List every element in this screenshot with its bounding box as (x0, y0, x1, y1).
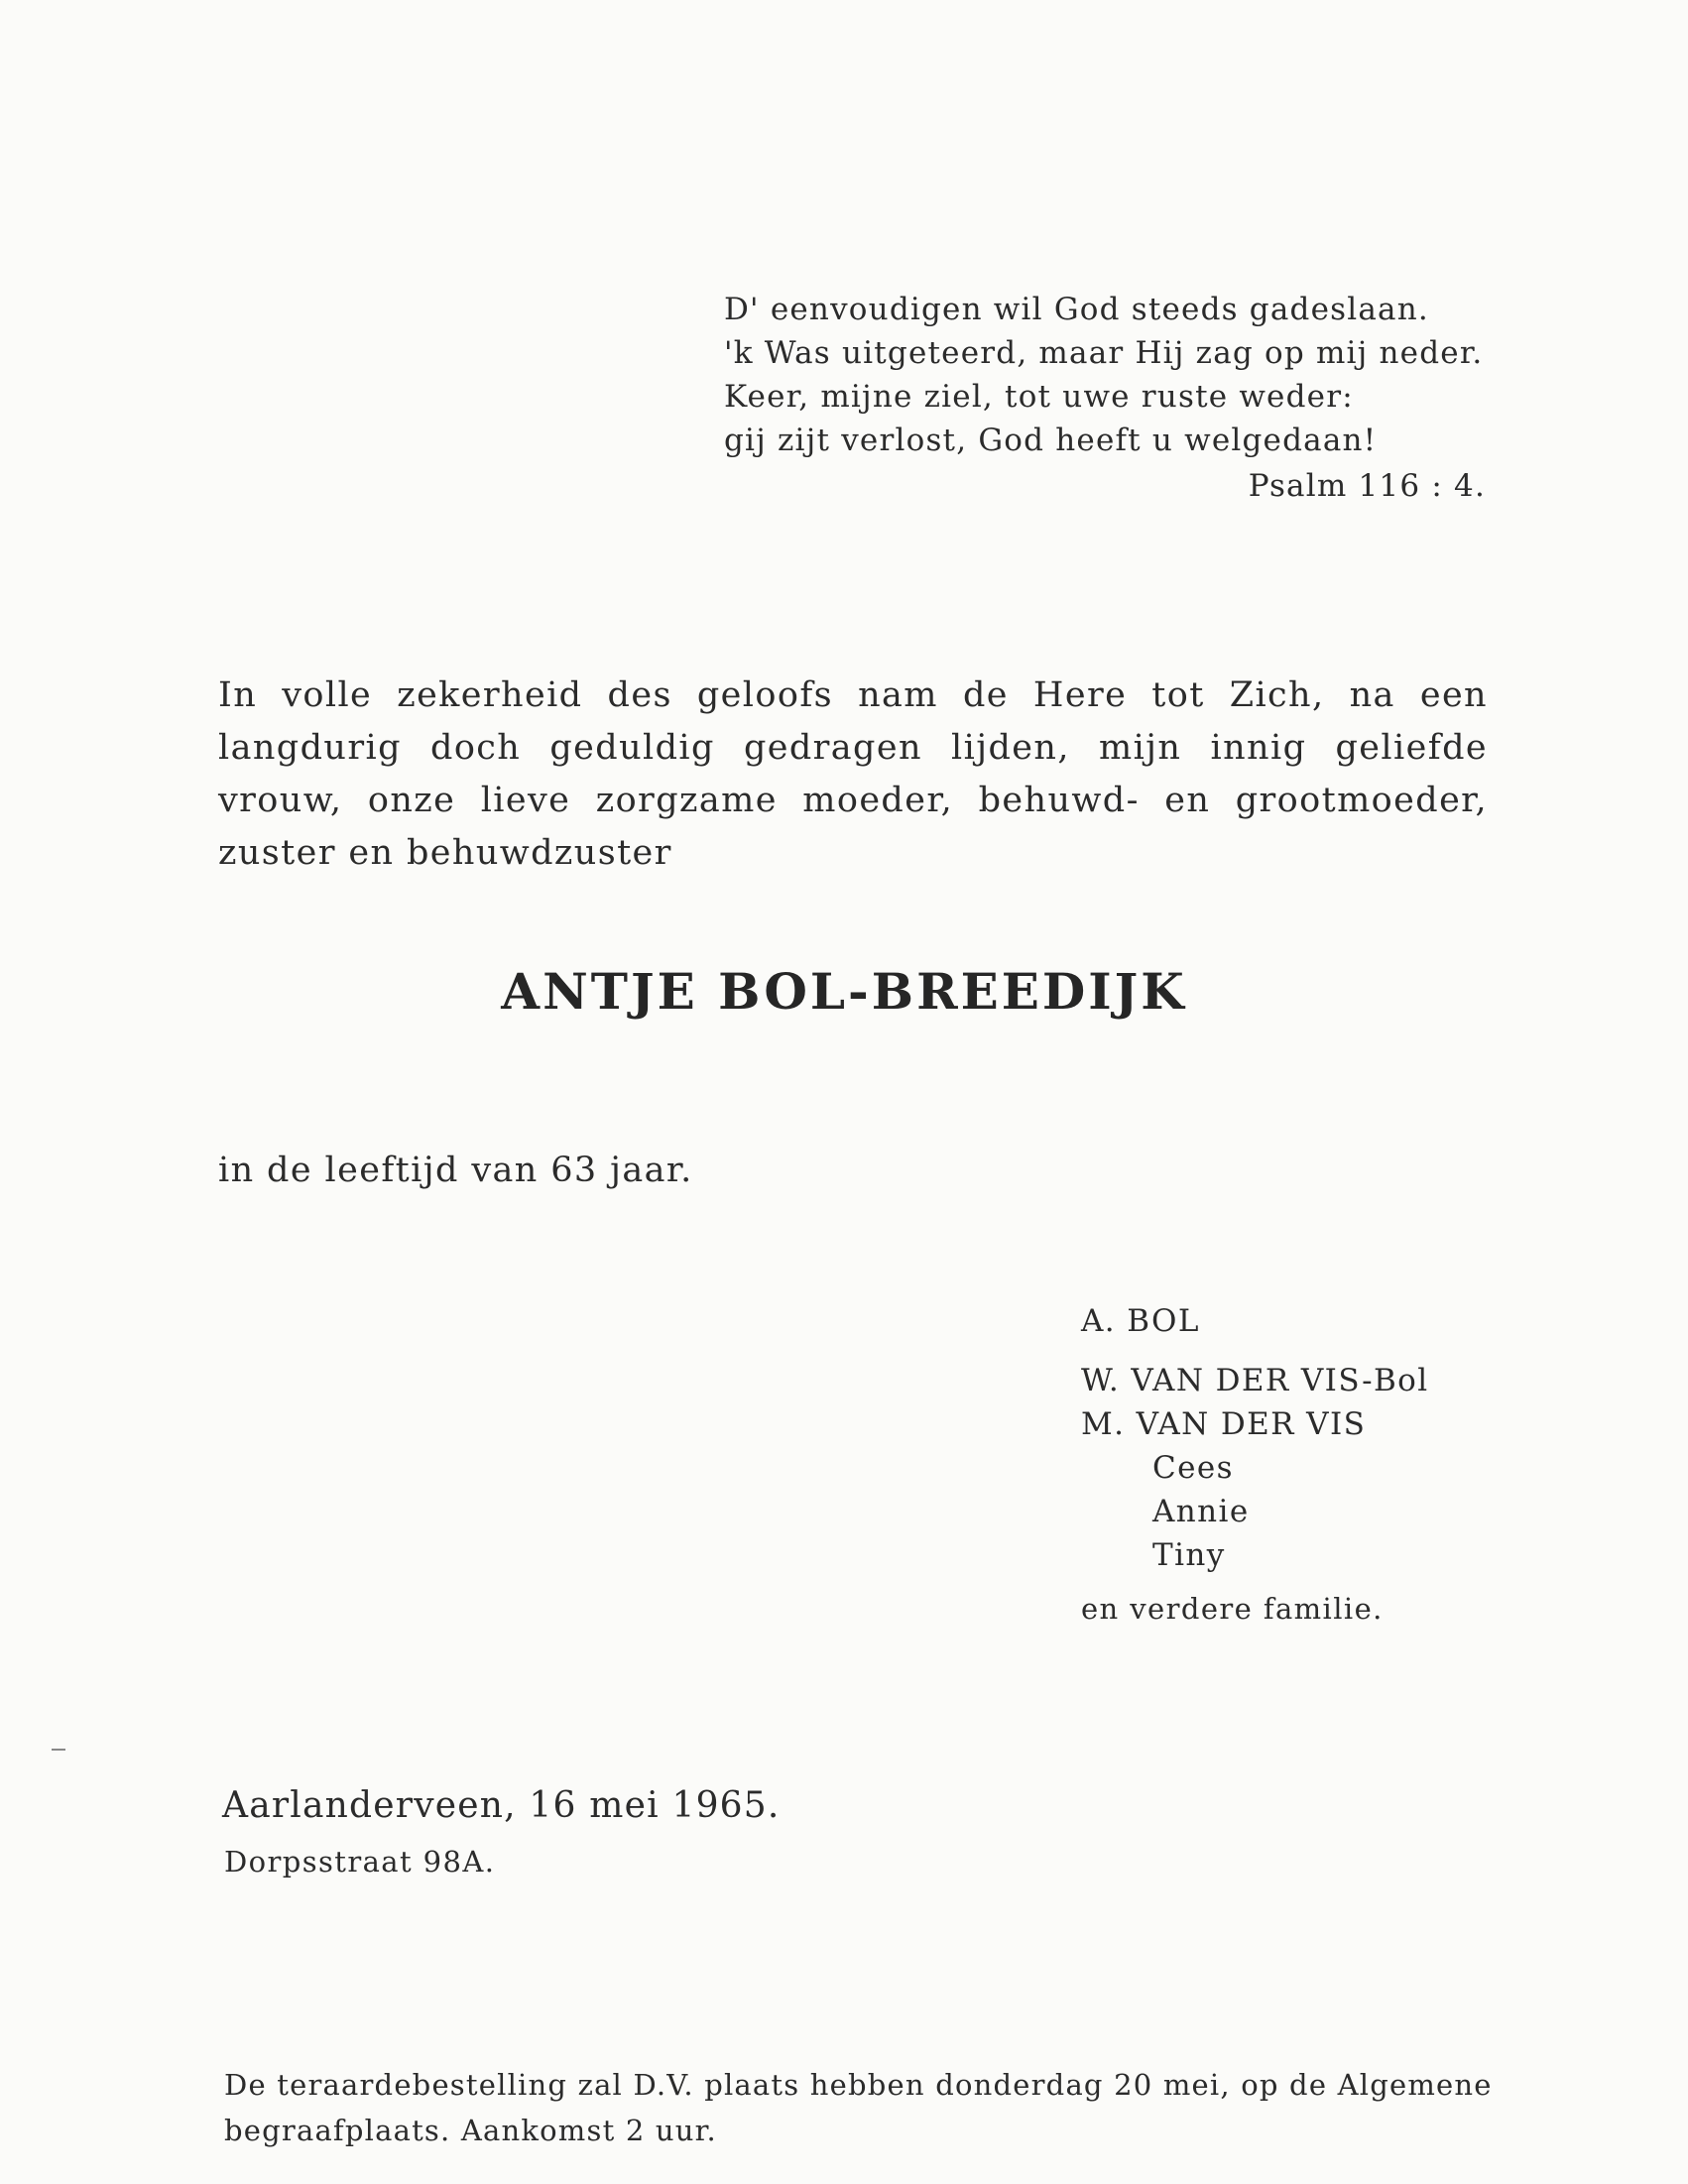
family-closing: en verdere familie. (1081, 1592, 1384, 1626)
verse-line-4: gij zijt verlost, God heeft u welgedaan! (724, 423, 1378, 458)
deceased-name: ANTJE BOL-BREEDIJK (501, 962, 1187, 1021)
place-date: Aarlanderveen, 16 mei 1965. (222, 1785, 781, 1826)
age-text: in de leeftijd van 63 jaar. (218, 1151, 693, 1190)
verse-line-3: Keer, mijne ziel, tot uwe ruste weder: (724, 379, 1354, 415)
family-daughter: W. VAN DER VIS-Bol (1081, 1363, 1429, 1398)
address: Dorpsstraat 98A. (224, 1845, 496, 1879)
family-grandchild: Cees (1152, 1450, 1234, 1486)
announcement-text: In volle zekerheid des geloofs nam de Here tot Zich, na een langdurig doch geduldig gedragen lijden, mijn innig geliefde vrouw, onze lieve zorgzame moeder, behuwd- en grootmoeder, zuster en behuwdzuster (218, 675, 1488, 873)
funeral-notice: De teraardebestelling zal D.V. plaats hebben donderdag 20 mei, op de Algemene begraafplaats. Aankomst 2 uur. (224, 2068, 1493, 2147)
family-son-in-law: M. VAN DER VIS (1081, 1406, 1367, 1442)
family-signatures (1081, 1299, 1429, 1631)
psalm-verse (724, 288, 1488, 508)
verse-line-1: D' eenvoudigen wil God steeds gadeslaan. (724, 292, 1429, 327)
family-spouse: A. BOL (1081, 1303, 1200, 1339)
family-grandchild: Tiny (1152, 1537, 1226, 1573)
verse-reference: Psalm 116 : 4. (1248, 468, 1486, 504)
verse-line-2: 'k Was uitgeteerd, maar Hij zag op mij neder. (724, 335, 1484, 371)
scan-mark (52, 1749, 65, 1751)
family-grandchild: Annie (1152, 1494, 1250, 1529)
